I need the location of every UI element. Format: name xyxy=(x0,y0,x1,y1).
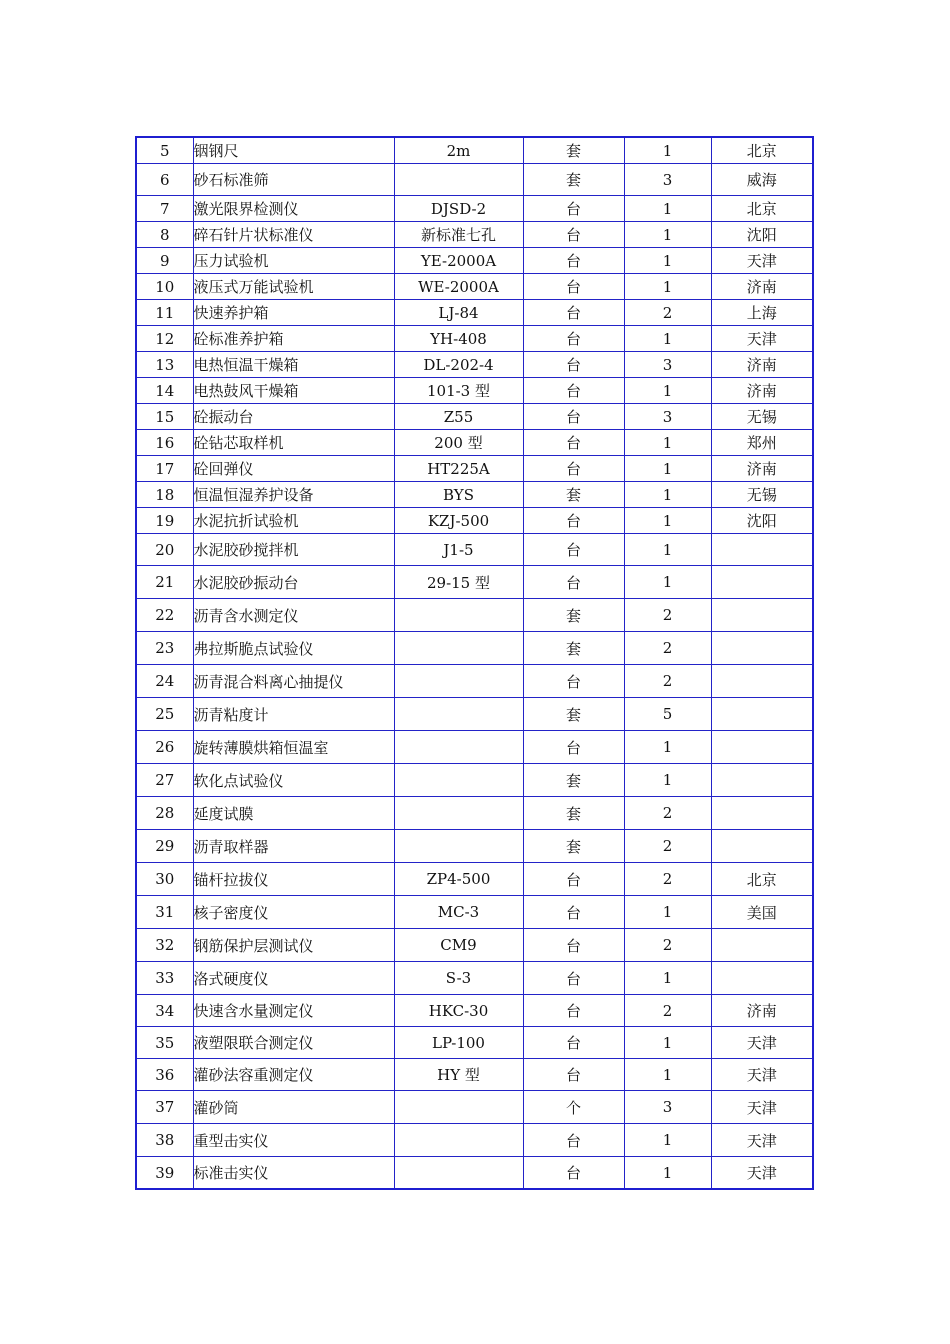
cell-equipment-name: 水泥胶砂振动台 xyxy=(193,566,394,599)
table-row xyxy=(136,274,813,300)
cell-number: 20 xyxy=(136,534,193,566)
cell-equipment-name: 砼振动台 xyxy=(193,404,394,430)
cell-number: 19 xyxy=(136,508,193,534)
cell-number: 6 xyxy=(136,164,193,196)
cell-quantity: 1 xyxy=(624,1157,711,1190)
cell-origin: 天津 xyxy=(711,1059,813,1091)
cell-quantity: 3 xyxy=(624,352,711,378)
cell-unit: 台 xyxy=(523,430,624,456)
cell-unit: 台 xyxy=(523,1059,624,1091)
cell-number: 36 xyxy=(136,1059,193,1091)
cell-quantity: 3 xyxy=(624,164,711,196)
cell-model xyxy=(394,599,523,632)
cell-origin: 美国 xyxy=(711,896,813,929)
table-row xyxy=(136,1027,813,1059)
cell-unit: 台 xyxy=(523,508,624,534)
cell-origin: 北京 xyxy=(711,196,813,222)
cell-equipment-name: 砼标准养护箱 xyxy=(193,326,394,352)
cell-origin: 沈阳 xyxy=(711,508,813,534)
cell-number: 39 xyxy=(136,1157,193,1190)
cell-equipment-name: 快速养护箱 xyxy=(193,300,394,326)
cell-quantity: 1 xyxy=(624,137,711,164)
cell-unit: 套 xyxy=(523,164,624,196)
cell-origin: 天津 xyxy=(711,1124,813,1157)
cell-model: ZP4-500 xyxy=(394,863,523,896)
cell-origin xyxy=(711,632,813,665)
cell-unit: 套 xyxy=(523,797,624,830)
table-row xyxy=(136,300,813,326)
table-row xyxy=(136,731,813,764)
cell-quantity: 1 xyxy=(624,378,711,404)
cell-quantity: 1 xyxy=(624,896,711,929)
cell-unit: 台 xyxy=(523,1157,624,1190)
cell-unit: 套 xyxy=(523,830,624,863)
cell-equipment-name: 液压式万能试验机 xyxy=(193,274,394,300)
cell-number: 8 xyxy=(136,222,193,248)
cell-origin xyxy=(711,929,813,962)
cell-equipment-name: 电热鼓风干燥箱 xyxy=(193,378,394,404)
cell-number: 38 xyxy=(136,1124,193,1157)
cell-origin: 济南 xyxy=(711,352,813,378)
cell-quantity: 1 xyxy=(624,482,711,508)
cell-equipment-name: 快速含水量测定仪 xyxy=(193,995,394,1027)
cell-unit: 台 xyxy=(523,896,624,929)
cell-model xyxy=(394,1091,523,1124)
cell-quantity: 2 xyxy=(624,797,711,830)
table-row xyxy=(136,1157,813,1190)
cell-quantity: 3 xyxy=(624,1091,711,1124)
cell-unit: 台 xyxy=(523,995,624,1027)
cell-quantity: 1 xyxy=(624,1027,711,1059)
cell-quantity: 1 xyxy=(624,196,711,222)
cell-number: 27 xyxy=(136,764,193,797)
table-row xyxy=(136,1091,813,1124)
table-row xyxy=(136,632,813,665)
cell-unit: 台 xyxy=(523,456,624,482)
cell-equipment-name: 标准击实仪 xyxy=(193,1157,394,1190)
cell-unit: 台 xyxy=(523,222,624,248)
cell-unit: 套 xyxy=(523,698,624,731)
table-row xyxy=(136,929,813,962)
table-row xyxy=(136,896,813,929)
cell-quantity: 2 xyxy=(624,995,711,1027)
table-row xyxy=(136,482,813,508)
cell-number: 15 xyxy=(136,404,193,430)
table-row xyxy=(136,1059,813,1091)
cell-unit: 台 xyxy=(523,1027,624,1059)
cell-equipment-name: 洛式硬度仪 xyxy=(193,962,394,995)
table-row xyxy=(136,863,813,896)
cell-unit: 台 xyxy=(523,534,624,566)
cell-model xyxy=(394,1124,523,1157)
cell-quantity: 2 xyxy=(624,599,711,632)
cell-number: 17 xyxy=(136,456,193,482)
cell-number: 33 xyxy=(136,962,193,995)
cell-equipment-name: 水泥抗折试验机 xyxy=(193,508,394,534)
cell-unit: 台 xyxy=(523,404,624,430)
cell-quantity: 2 xyxy=(624,929,711,962)
cell-unit: 台 xyxy=(523,248,624,274)
cell-equipment-name: 激光限界检测仪 xyxy=(193,196,394,222)
table-row xyxy=(136,566,813,599)
cell-unit: 台 xyxy=(523,665,624,698)
cell-origin: 济南 xyxy=(711,274,813,300)
cell-origin: 天津 xyxy=(711,1091,813,1124)
cell-model: 新标准七孔 xyxy=(394,222,523,248)
table-row xyxy=(136,222,813,248)
table-row xyxy=(136,764,813,797)
table-row xyxy=(136,164,813,196)
cell-model xyxy=(394,830,523,863)
cell-model xyxy=(394,698,523,731)
equipment-table-body xyxy=(136,137,813,1189)
cell-origin xyxy=(711,830,813,863)
cell-number: 22 xyxy=(136,599,193,632)
cell-unit: 套 xyxy=(523,482,624,508)
cell-number: 31 xyxy=(136,896,193,929)
equipment-table xyxy=(135,136,814,1190)
cell-number: 35 xyxy=(136,1027,193,1059)
cell-unit: 台 xyxy=(523,326,624,352)
cell-number: 5 xyxy=(136,137,193,164)
cell-number: 37 xyxy=(136,1091,193,1124)
cell-quantity: 1 xyxy=(624,508,711,534)
cell-equipment-name: 弗拉斯脆点试验仪 xyxy=(193,632,394,665)
cell-model xyxy=(394,164,523,196)
cell-origin: 济南 xyxy=(711,995,813,1027)
cell-number: 12 xyxy=(136,326,193,352)
cell-model: HT225A xyxy=(394,456,523,482)
table-row xyxy=(136,830,813,863)
cell-origin xyxy=(711,534,813,566)
cell-model xyxy=(394,1157,523,1190)
cell-quantity: 1 xyxy=(624,566,711,599)
table-row xyxy=(136,599,813,632)
table-row xyxy=(136,665,813,698)
cell-origin: 无锡 xyxy=(711,482,813,508)
cell-origin: 无锡 xyxy=(711,404,813,430)
cell-equipment-name: 旋转薄膜烘箱恒温室 xyxy=(193,731,394,764)
cell-unit: 台 xyxy=(523,300,624,326)
cell-origin xyxy=(711,698,813,731)
cell-quantity: 1 xyxy=(624,326,711,352)
cell-quantity: 1 xyxy=(624,764,711,797)
table-row xyxy=(136,797,813,830)
cell-origin xyxy=(711,599,813,632)
cell-model: MC-3 xyxy=(394,896,523,929)
cell-number: 29 xyxy=(136,830,193,863)
table-row xyxy=(136,995,813,1027)
cell-model: DL-202-4 xyxy=(394,352,523,378)
cell-model: KZJ-500 xyxy=(394,508,523,534)
cell-origin: 济南 xyxy=(711,456,813,482)
cell-equipment-name: 碎石针片状标准仪 xyxy=(193,222,394,248)
cell-number: 7 xyxy=(136,196,193,222)
cell-quantity: 1 xyxy=(624,456,711,482)
cell-model: BYS xyxy=(394,482,523,508)
cell-origin: 沈阳 xyxy=(711,222,813,248)
cell-model: S-3 xyxy=(394,962,523,995)
cell-model: LJ-84 xyxy=(394,300,523,326)
cell-model: J1-5 xyxy=(394,534,523,566)
cell-model: 101-3 型 xyxy=(394,378,523,404)
cell-number: 24 xyxy=(136,665,193,698)
cell-origin xyxy=(711,665,813,698)
cell-origin: 北京 xyxy=(711,137,813,164)
cell-quantity: 1 xyxy=(624,962,711,995)
cell-unit: 台 xyxy=(523,352,624,378)
table-row xyxy=(136,534,813,566)
cell-equipment-name: 铟钢尺 xyxy=(193,137,394,164)
table-row xyxy=(136,137,813,164)
table-row xyxy=(136,248,813,274)
cell-model: WE-2000A xyxy=(394,274,523,300)
cell-quantity: 5 xyxy=(624,698,711,731)
cell-quantity: 1 xyxy=(624,1059,711,1091)
cell-quantity: 3 xyxy=(624,404,711,430)
table-row xyxy=(136,352,813,378)
cell-origin xyxy=(711,566,813,599)
cell-unit: 套 xyxy=(523,764,624,797)
cell-number: 14 xyxy=(136,378,193,404)
cell-equipment-name: 压力试验机 xyxy=(193,248,394,274)
cell-equipment-name: 沥青含水测定仪 xyxy=(193,599,394,632)
cell-model xyxy=(394,764,523,797)
cell-quantity: 1 xyxy=(624,222,711,248)
cell-unit: 台 xyxy=(523,566,624,599)
cell-unit: 套 xyxy=(523,599,624,632)
cell-number: 9 xyxy=(136,248,193,274)
cell-model: HKC-30 xyxy=(394,995,523,1027)
cell-origin: 天津 xyxy=(711,1027,813,1059)
cell-unit: 台 xyxy=(523,196,624,222)
cell-origin xyxy=(711,797,813,830)
cell-quantity: 1 xyxy=(624,731,711,764)
cell-model: DJSD-2 xyxy=(394,196,523,222)
cell-number: 21 xyxy=(136,566,193,599)
cell-number: 18 xyxy=(136,482,193,508)
cell-origin: 上海 xyxy=(711,300,813,326)
table-row xyxy=(136,1124,813,1157)
cell-model xyxy=(394,731,523,764)
cell-origin: 威海 xyxy=(711,164,813,196)
table-row xyxy=(136,430,813,456)
cell-number: 23 xyxy=(136,632,193,665)
cell-equipment-name: 重型击实仪 xyxy=(193,1124,394,1157)
cell-model xyxy=(394,632,523,665)
cell-equipment-name: 砼回弹仪 xyxy=(193,456,394,482)
cell-quantity: 2 xyxy=(624,632,711,665)
cell-equipment-name: 砂石标准筛 xyxy=(193,164,394,196)
cell-number: 32 xyxy=(136,929,193,962)
cell-equipment-name: 液塑限联合测定仪 xyxy=(193,1027,394,1059)
cell-number: 10 xyxy=(136,274,193,300)
cell-model: YH-408 xyxy=(394,326,523,352)
cell-unit: 台 xyxy=(523,863,624,896)
cell-equipment-name: 钢筋保护层测试仪 xyxy=(193,929,394,962)
cell-model: CM9 xyxy=(394,929,523,962)
table-row xyxy=(136,378,813,404)
cell-quantity: 2 xyxy=(624,830,711,863)
cell-equipment-name: 沥青混合料离心抽提仪 xyxy=(193,665,394,698)
cell-model: 200 型 xyxy=(394,430,523,456)
cell-equipment-name: 灌砂法容重测定仪 xyxy=(193,1059,394,1091)
cell-equipment-name: 砼钻芯取样机 xyxy=(193,430,394,456)
cell-model: HY 型 xyxy=(394,1059,523,1091)
cell-model: 29-15 型 xyxy=(394,566,523,599)
cell-quantity: 2 xyxy=(624,665,711,698)
cell-unit: 台 xyxy=(523,962,624,995)
cell-origin xyxy=(711,962,813,995)
cell-origin: 天津 xyxy=(711,1157,813,1190)
cell-number: 25 xyxy=(136,698,193,731)
cell-equipment-name: 锚杆拉拔仪 xyxy=(193,863,394,896)
cell-origin: 北京 xyxy=(711,863,813,896)
cell-number: 16 xyxy=(136,430,193,456)
cell-number: 30 xyxy=(136,863,193,896)
cell-model xyxy=(394,665,523,698)
cell-equipment-name: 电热恒温干燥箱 xyxy=(193,352,394,378)
cell-unit: 台 xyxy=(523,274,624,300)
cell-origin xyxy=(711,731,813,764)
cell-number: 34 xyxy=(136,995,193,1027)
cell-equipment-name: 水泥胶砂搅拌机 xyxy=(193,534,394,566)
table-row xyxy=(136,962,813,995)
cell-unit: 台 xyxy=(523,378,624,404)
cell-equipment-name: 沥青取样器 xyxy=(193,830,394,863)
cell-quantity: 1 xyxy=(624,534,711,566)
cell-origin: 天津 xyxy=(711,248,813,274)
cell-quantity: 1 xyxy=(624,248,711,274)
cell-number: 11 xyxy=(136,300,193,326)
cell-origin xyxy=(711,764,813,797)
cell-quantity: 2 xyxy=(624,300,711,326)
cell-quantity: 2 xyxy=(624,863,711,896)
cell-equipment-name: 灌砂筒 xyxy=(193,1091,394,1124)
cell-equipment-name: 核子密度仪 xyxy=(193,896,394,929)
cell-quantity: 1 xyxy=(624,1124,711,1157)
cell-unit: 台 xyxy=(523,1124,624,1157)
table-row xyxy=(136,196,813,222)
cell-origin: 郑州 xyxy=(711,430,813,456)
table-row xyxy=(136,456,813,482)
cell-number: 13 xyxy=(136,352,193,378)
cell-origin: 济南 xyxy=(711,378,813,404)
cell-quantity: 1 xyxy=(624,274,711,300)
cell-unit: 套 xyxy=(523,137,624,164)
table-row xyxy=(136,698,813,731)
cell-unit: 台 xyxy=(523,731,624,764)
cell-equipment-name: 沥青粘度计 xyxy=(193,698,394,731)
table-row xyxy=(136,508,813,534)
table-row xyxy=(136,404,813,430)
cell-origin: 天津 xyxy=(711,326,813,352)
cell-model: 2m xyxy=(394,137,523,164)
cell-equipment-name: 延度试膜 xyxy=(193,797,394,830)
cell-model: Z55 xyxy=(394,404,523,430)
cell-equipment-name: 软化点试验仪 xyxy=(193,764,394,797)
cell-model: LP-100 xyxy=(394,1027,523,1059)
cell-quantity: 1 xyxy=(624,430,711,456)
cell-unit: 个 xyxy=(523,1091,624,1124)
cell-model: YE-2000A xyxy=(394,248,523,274)
table-row xyxy=(136,326,813,352)
cell-number: 28 xyxy=(136,797,193,830)
cell-number: 26 xyxy=(136,731,193,764)
cell-equipment-name: 恒温恒湿养护设备 xyxy=(193,482,394,508)
cell-model xyxy=(394,797,523,830)
cell-unit: 套 xyxy=(523,632,624,665)
cell-unit: 台 xyxy=(523,929,624,962)
